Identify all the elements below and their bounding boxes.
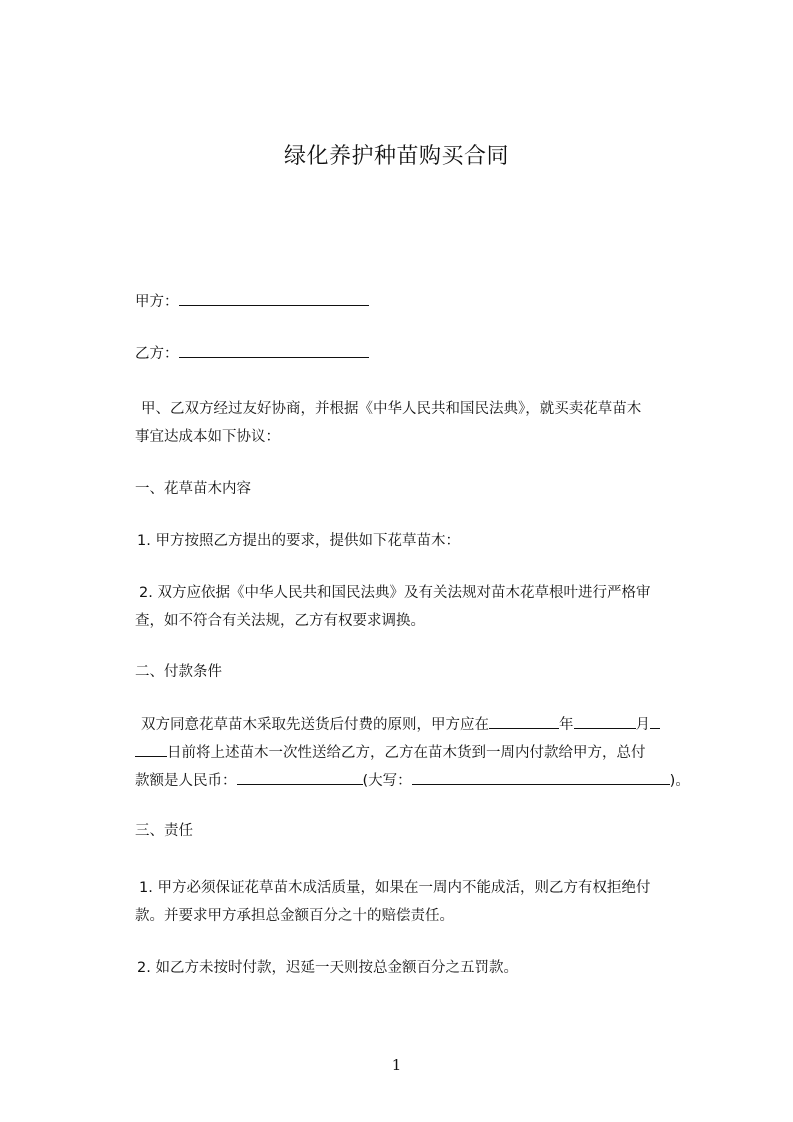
intro-paragraph — [135, 395, 715, 451]
party-b-label: 乙方： — [135, 346, 179, 362]
s1-item2-line-2: 查，如不符合有关法规，乙方有权要求调换。 — [135, 613, 425, 629]
section-3-item-2: 2. 如乙方未按时付款，迟延一天则按总金额百分之五罚款。 — [137, 960, 518, 976]
payment-line-2: 日前将上述苗木一次性送给乙方，乙方在苗木货到一周内付款给甲方，总付 — [135, 739, 715, 767]
party-a-line — [135, 288, 715, 316]
payment-line-3: 款额是人民币： (大写： )。 — [135, 767, 715, 795]
s3-item1-line-2: 款。并要求甲方承担总金额百分之十的赔偿责任。 — [135, 908, 454, 924]
payment-paragraph — [135, 711, 715, 795]
payment-line-1: 双方同意花草苗木采取先送货后付费的原则，甲方应在 年 月 — [135, 711, 715, 739]
payment-month-blank[interactable] — [574, 712, 636, 729]
section-2-heading: 二、付款条件 — [135, 664, 222, 680]
s1-item2-line-1: 2. 双方应依据《中华人民共和国民法典》及有关法规对苗木花草根叶进行严格审 — [139, 585, 651, 601]
party-a-label: 甲方： — [135, 294, 179, 310]
page-number: 1 — [391, 1056, 402, 1074]
section-3-item-1 — [135, 874, 715, 930]
payment-day-blank[interactable] — [135, 740, 167, 757]
section-1-item-2 — [135, 579, 715, 635]
section-1-item-1: 1. 甲方按照乙方提出的要求，提供如下花草苗木： — [137, 533, 460, 549]
intro-line-1: 甲、乙双方经过友好协商，并根据《中华人民共和国民法典》，就买卖花草苗木 — [141, 401, 642, 417]
intro-line-2: 事宜达成本如下协议： — [135, 429, 280, 445]
section-1-heading: 一、花草苗木内容 — [135, 481, 251, 497]
payment-amount-blank[interactable] — [237, 768, 363, 785]
payment-day-blank-start[interactable] — [650, 712, 660, 729]
section-3-heading: 三、责任 — [135, 823, 193, 839]
s3-item1-line-1: 1. 甲方必须保证花草苗木成活质量，如果在一周内不能成活，则乙方有权拒绝付 — [139, 880, 651, 896]
party-a-blank[interactable] — [179, 289, 369, 306]
payment-year-blank[interactable] — [489, 712, 559, 729]
party-b-blank[interactable] — [179, 341, 369, 358]
party-b-line — [135, 340, 715, 368]
document-title: 绿化养护种苗购买合同 — [283, 144, 509, 169]
payment-amount-words-blank[interactable] — [412, 768, 670, 785]
